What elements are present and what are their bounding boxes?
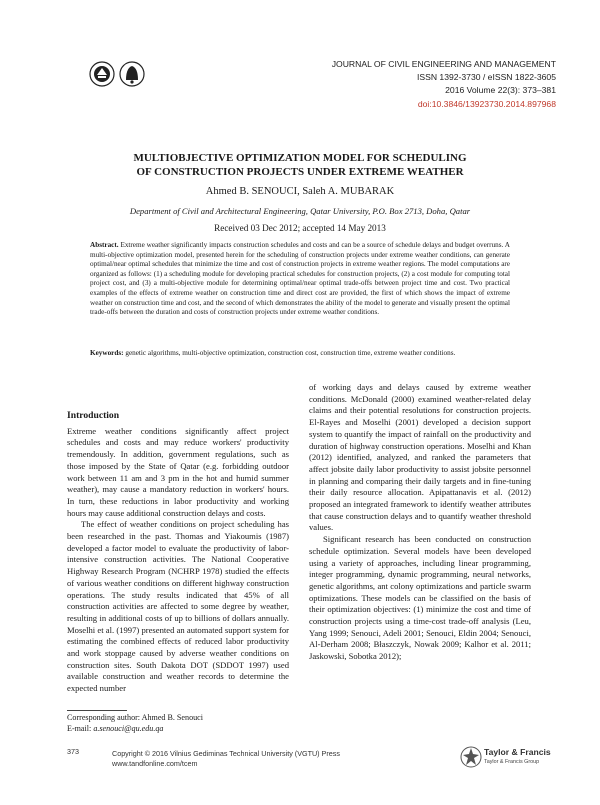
column-left bbox=[67, 410, 289, 695]
page-number: 373 bbox=[67, 747, 79, 756]
col2-paragraph-2: Significant research has been conducted on construction schedule optimization. Several models have been developed using a variety of approaches, including linear programming, integer programming, dynamic programming, neural networks, genetic algorithms, ant colony optimizations and particle swarm optimizations. These models can be classified on the basis of their optimization objectives: (1) minimize the cost and time of construction projects using a time-cost trade-off analysis (Leu, Yang 1999; Senouci, Adeli 2001; Senouci, Eldin 2004; Senouci, Al-Derham 2008; Błaszczyk, Nowak 2009; Kalhor et al. 2011; Jaskowski, Sobotka 2012); bbox=[309, 534, 531, 662]
corresponding-author bbox=[67, 712, 203, 734]
affiliation: Department of Civil and Architectural Engineering, Qatar University, P.O. Box 2713, Doha, Qatar bbox=[129, 206, 471, 216]
keywords bbox=[90, 349, 510, 359]
journal-issn: ISSN 1392-3730 / eISSN 1822-3605 bbox=[416, 72, 556, 83]
abstract-text: Extreme weather significantly impacts construction schedules and costs and can be a source of schedule delays and budget overruns. A multi-objective optimization model, presented herein for the scheduling of construction projects under extreme weather conditions, can generate optimal/near optimal schedules that minimize the time and cost of construction projects in extreme weather regions. The model computations are organized as follows: (1) a scheduling module for developing practical schedules for construction projects, (2) a cost module for computing total project cost, and (3) a multi-objective module for determining optimal/near optimal trade-offs between project time and cost. Two practical examples of the effects of extreme weather on construction time and direct cost are provided, the first of which shows the impact of extreme weather on construction time and cost, and the second of which demonstrates the ability of the model to generate and visually present the optimal trade-offs between the duration and costs of construction projects under extreme weather conditions. bbox=[90, 241, 510, 317]
publisher-group: Taylor & Francis Group bbox=[484, 759, 540, 765]
journal-website[interactable]: www.tandfonline.com/tcem bbox=[112, 758, 198, 768]
keywords-label: Keywords: bbox=[90, 349, 124, 357]
journal-volume: 2016 Volume 22(3): 373–381 bbox=[445, 85, 556, 96]
section-heading-introduction: Introduction bbox=[67, 410, 120, 421]
email-label: E-mail: bbox=[67, 724, 92, 733]
footnote-divider bbox=[67, 710, 127, 711]
title-line-2: OF CONSTRUCTION PROJECTS UNDER EXTREME WEATHER bbox=[136, 166, 464, 178]
intro-paragraph-2: The effect of weather conditions on project scheduling has been researched in the past. Thomas and Yiakoumis (1987) developed a factor model to evaluate the productivity of labor-intensive construction activities. The National Cooperative Highway Research Program (NCHRP 1978) studied the effects of various weather conditions on different highway construction operations. The study results indicated that 45% of all construction activities are affected to some degree by weather, resulting in additional costs of up to billions of dollars annually. Moselhi et al. (1997) presented an automated support system for estimating the combined effects of reduced labor productivity and work stoppage caused by adverse weather conditions on construction sites. South Dakota DOT (SDDOT 1997) used available construction and weather records to determine the expected number bbox=[67, 519, 289, 694]
copyright: Copyright © 2016 Vilnius Gediminas Technical University (VGTU) Press bbox=[112, 749, 340, 758]
keywords-text: genetic algorithms, multi-objective optimization, construction cost, construction time, extreme weather conditions. bbox=[125, 349, 456, 357]
vgtu-logo-icon bbox=[90, 62, 114, 86]
bell-logo-icon bbox=[120, 62, 144, 86]
doi-link[interactable]: doi:10.3846/13923730.2014.897968 bbox=[417, 98, 556, 109]
received-date: Received 03 Dec 2012; accepted 14 May 2013 bbox=[214, 223, 386, 233]
email-address[interactable]: a.senouci@qu.edu.qa bbox=[93, 724, 164, 733]
journal-header bbox=[226, 58, 556, 111]
journal-logos bbox=[88, 58, 148, 90]
authors: Ahmed B. SENOUCI, Saleh A. MUBARAK bbox=[205, 186, 395, 197]
column-right bbox=[309, 382, 531, 663]
col2-paragraph-1: of working days and delays caused by extreme weather conditions. McDonald (2000) examined weather-related delay claims and their potential resolutions for construction projects. El-Rayes and Moselhi (2001) developed a decision support system to quantify the impact of rainfall on the productivity and duration of highway construction operations. Moselhi and Khan (2012) identified, analyzed, and ranked the parameters that affect jobsite daily labor productivity to assist jobsite personnel in planning and comparing their daily targets and in fine-tuning their daily resource allocation. Apipattanavis et al. (2012) proposed an integrated framework to identify weather attributes that cause construction delays and to quantify weather threshold values. bbox=[309, 382, 531, 533]
paper-title bbox=[60, 151, 540, 179]
intro-paragraph-1: Extreme weather conditions significantly affect project schedules and costs and may reduce workers' productivity tremendously. In addition, government regulations, such as those imposed by the State of Qatar (e.g. forbidding outdoor work between 11 am and 3 pm in the hot and humid summer weather), may cause a mandatory reduction in workers' hours. In turn, these reductions in labor productivity and working hours may cause additional construction delays and costs. bbox=[67, 425, 289, 518]
corresponding-author-name: Corresponding author: Ahmed B. Senouci bbox=[67, 713, 204, 722]
journal-name: JOURNAL OF CIVIL ENGINEERING AND MANAGEMENT bbox=[331, 59, 556, 69]
footer-text bbox=[112, 749, 340, 768]
abstract bbox=[90, 241, 510, 318]
publisher-name: Taylor & Francis bbox=[484, 747, 551, 757]
title-line-1: MULTIOBJECTIVE OPTIMIZATION MODEL FOR SCHEDULING bbox=[133, 152, 467, 164]
abstract-label: Abstract. bbox=[90, 241, 119, 249]
corresponding-email-line bbox=[67, 723, 203, 734]
